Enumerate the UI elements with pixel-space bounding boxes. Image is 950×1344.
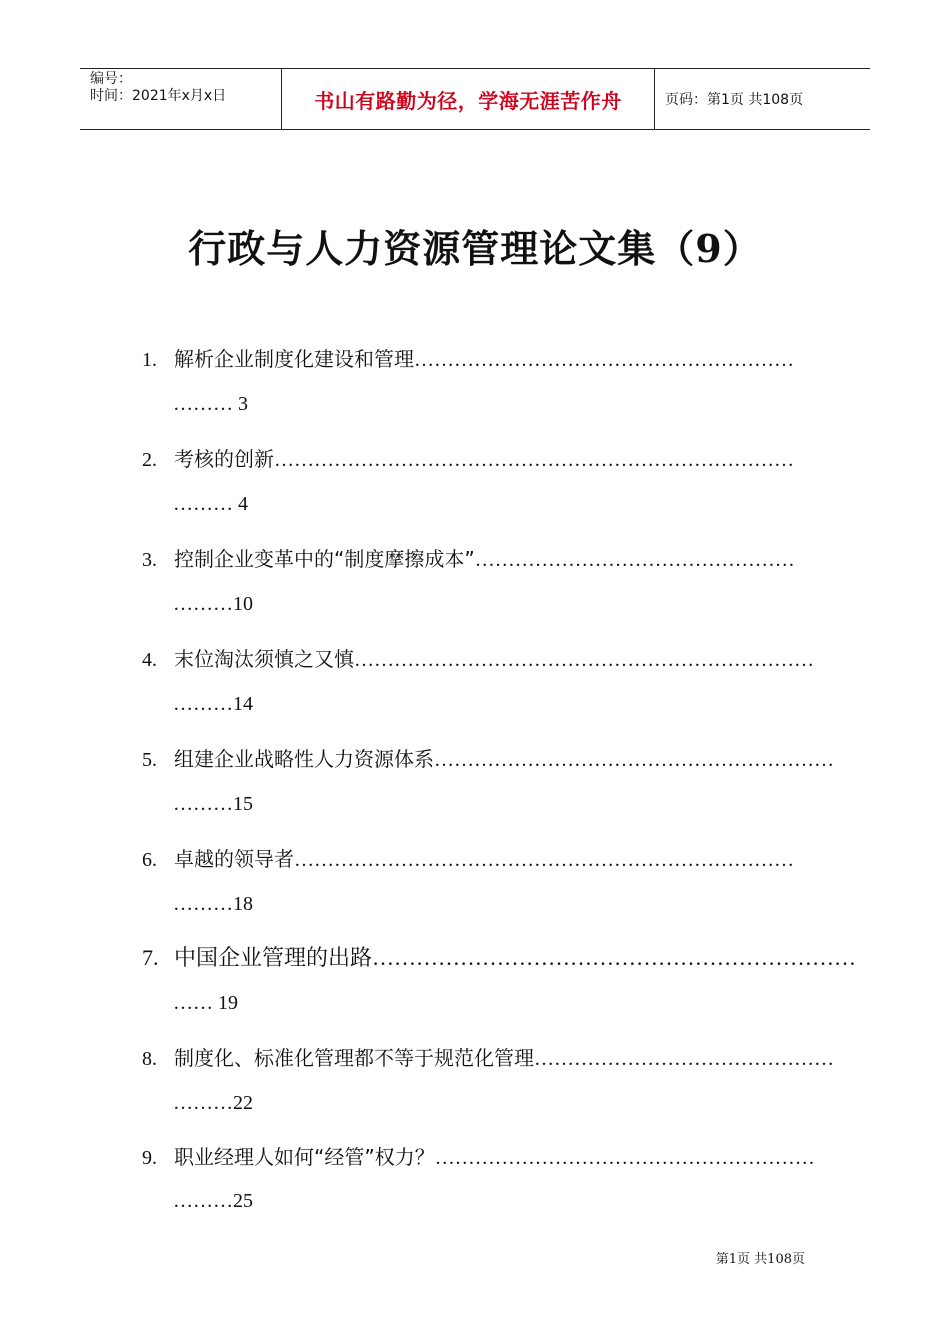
toc-title: 中国企业管理的出路 xyxy=(174,946,373,971)
toc-page-line-8 xyxy=(173,1092,253,1115)
toc-item-8[interactable] xyxy=(142,1042,834,1071)
toc-leader-dots: …………………………………………………… xyxy=(434,749,834,771)
toc-leader-dots: ……… xyxy=(173,593,233,615)
toc-page-line-7 xyxy=(173,992,238,1015)
toc-item-4[interactable] xyxy=(142,643,814,672)
toc-page-number: 25 xyxy=(233,1190,253,1212)
toc-page-number: 3 xyxy=(233,393,248,415)
toc-page-line-1 xyxy=(173,393,248,416)
toc-number: 9. xyxy=(142,1147,157,1169)
toc-leader-dots: ………………………………………………… xyxy=(414,349,794,371)
toc-number: 1. xyxy=(142,349,157,371)
toc-number: 8. xyxy=(142,1048,157,1070)
header-table xyxy=(80,68,870,130)
toc-page-number: 10 xyxy=(233,593,253,615)
toc-number: 5. xyxy=(142,749,157,771)
toc-page-number: 18 xyxy=(233,893,253,915)
toc-number: 2. xyxy=(142,449,157,471)
toc-leader-dots: ……… xyxy=(173,1190,233,1212)
toc-page-line-2 xyxy=(173,493,248,516)
page-footer: 第1页 共108页 xyxy=(715,1252,805,1267)
toc-page-number: 19 xyxy=(213,992,238,1014)
header-number-label: 编号： xyxy=(90,71,132,87)
toc-page-number: 4 xyxy=(233,493,248,515)
header-meta xyxy=(80,69,282,129)
toc-page-number: 22 xyxy=(233,1092,253,1114)
toc-leader-dots: ……………………………………… xyxy=(534,1048,834,1070)
header-time-label: 时间：2021年x月x日 xyxy=(90,88,227,104)
toc-title: 卓越的领导者 xyxy=(174,847,294,871)
toc-title: 末位淘汰须慎之又慎 xyxy=(174,647,354,671)
toc-number: 4. xyxy=(142,649,157,671)
toc-title: 控制企业变革中的“制度摩擦成本” xyxy=(174,547,475,571)
toc-leader-dots: ………………………………………………………………… xyxy=(294,849,794,871)
toc-page-number: 15 xyxy=(233,793,253,815)
toc-leader-dots: ……… xyxy=(173,1092,233,1114)
toc-item-7[interactable] xyxy=(142,941,857,972)
toc-item-3[interactable] xyxy=(142,543,807,572)
toc-title: 考核的创新 xyxy=(174,447,274,471)
toc-leader-dots: ……… xyxy=(173,893,233,915)
toc-title: 解析企业制度化建设和管理 xyxy=(174,347,414,371)
toc-number: 3. xyxy=(142,549,157,571)
toc-item-5[interactable] xyxy=(142,743,834,772)
toc-leader-dots: …… xyxy=(173,992,213,1014)
toc-leader-dots: ……… xyxy=(173,393,233,415)
toc-number: 6. xyxy=(142,849,157,871)
toc-leader-dots: ………………………………………… xyxy=(474,549,795,571)
toc-leader-dots: ………………………………………………… xyxy=(434,1147,815,1169)
document-title: 行政与人力资源管理论文集（9） xyxy=(188,226,762,271)
toc-page-line-5 xyxy=(173,793,253,816)
toc-leader-dots: ……… xyxy=(173,693,233,715)
toc-leader-dots: ……… xyxy=(173,793,233,815)
header-page-info: 页码：第1页 共108页 xyxy=(665,92,804,108)
toc-title: 制度化、标准化管理都不等于规范化管理 xyxy=(174,1046,534,1070)
toc-item-9[interactable] xyxy=(142,1141,815,1170)
toc-page-number: 14 xyxy=(233,693,253,715)
toc-item-6[interactable] xyxy=(142,843,807,872)
toc-page-line-6 xyxy=(173,893,253,916)
toc-item-1[interactable] xyxy=(142,343,807,372)
toc-title: 职业经理人如何“经管”权力？ xyxy=(174,1145,435,1169)
toc-item-2[interactable] xyxy=(142,443,807,472)
toc-title: 组建企业战略性人力资源体系 xyxy=(174,747,434,771)
toc-page-line-4 xyxy=(173,693,253,716)
toc-leader-dots: ……… xyxy=(173,493,233,515)
toc-leader-dots: …………………………………………………………………… xyxy=(274,449,794,471)
toc-number: 7. xyxy=(142,945,159,970)
toc-leader-dots: ………………………………………………………… xyxy=(372,945,857,970)
header-motto: 书山有路勤为径，学海无涯苦作舟 xyxy=(282,69,655,129)
toc-page-line-3 xyxy=(173,593,253,616)
toc-page-line-9 xyxy=(173,1190,253,1213)
toc-leader-dots: …………………………………………………………… xyxy=(354,649,814,671)
